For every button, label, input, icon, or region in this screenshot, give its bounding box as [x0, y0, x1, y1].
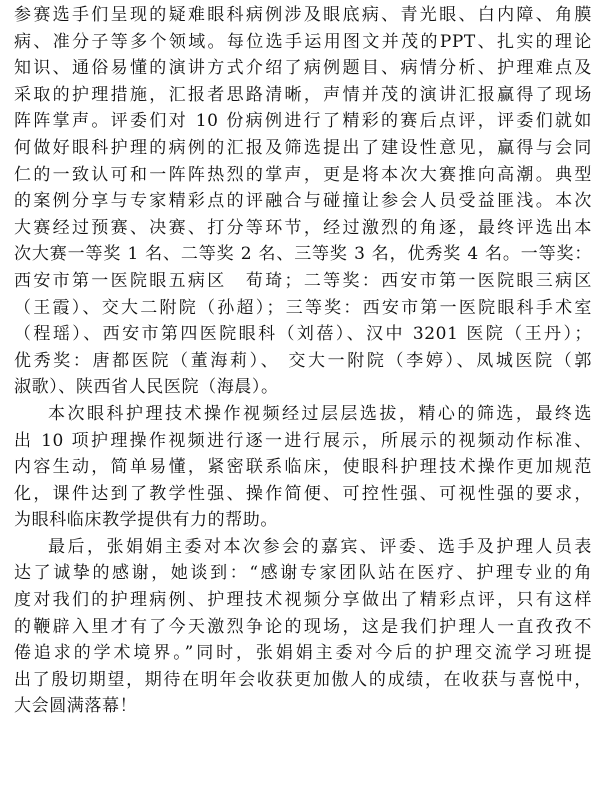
text-line: 最后，张娟娟主委对本次参会的嘉宾、评委、选手及护理人员表 [48, 536, 592, 557]
paragraph-videos [14, 401, 592, 534]
text-line: 优秀奖：唐都医院（董海莉）、 交大一附院（李婷）、凤城医院（郭 [14, 350, 592, 371]
text-line: 西安市第一医院眼五病区 荀琦；二等奖：西安市第一医院眼三病区 [14, 270, 592, 291]
text-line: 的鞭辟入里才有了今天激烈争论的现场，这是我们护理人一直孜孜不 [14, 616, 592, 637]
text-line: 化，课件达到了教学性强、操作简便、可控性强、可视性强的要求， [14, 483, 592, 504]
paragraph-closing [14, 534, 592, 720]
text-line: 病、准分子等多个领域。每位选手运用图文并茂的PPT、扎实的理论 [14, 31, 592, 52]
text-line: 知识、通俗易懂的演讲方式介绍了病例题目、病情分析、护理难点及 [14, 58, 592, 79]
text-line: 淑歌）、陕西省人民医院（海晨）。 [14, 377, 279, 398]
text-line: 达了诚挚的感谢，她谈到：“感谢专家团队站在医疗、护理专业的角 [14, 563, 592, 584]
text-line: 度对我们的护理病例、护理技术视频分享做出了精彩点评，只有这样 [14, 590, 592, 611]
text-line: 内容生动，简单易懂，紧密联系临床，使眼科护理技术操作更加规范 [14, 457, 592, 478]
text-line: 何做好眼科护理的病例的汇报及筛选提出了建设性意见，赢得与会同 [14, 137, 592, 158]
text-line: （程瑶）、西安市第四医院眼科（刘蓓）、汉中 3201 医院（王丹）； [14, 324, 592, 345]
text-line: 次大赛一等奖 1 名、二等奖 2 名、三等奖 3 名，优秀奖 4 名。一等奖： [14, 244, 592, 265]
text-line: 倦追求的学术境界。”同时，张娟娟主委对今后的护理交流学习班提 [14, 643, 592, 664]
text-line: 为眼科临床教学提供有力的帮助。 [14, 510, 278, 531]
text-line: 出 10 项护理操作视频进行逐一进行展示，所展示的视频动作标准、 [14, 430, 592, 451]
text-line: （王霞）、交大二附院（孙超）；三等奖：西安市第一医院眼科手术室 [14, 297, 592, 318]
text-line: 本次眼科护理技术操作视频经过层层选拔，精心的筛选，最终选 [48, 403, 592, 424]
text-line: 大会圆满落幕！ [14, 696, 138, 717]
paragraph-awards [14, 2, 592, 401]
text-line: 采取的护理措施，汇报者思路清晰，声情并茂的演讲汇报赢得了现场 [14, 84, 592, 105]
text-line: 参赛选手们呈现的疑难眼科病例涉及眼底病、青光眼、白内障、角膜 [14, 5, 592, 25]
text-line: 的案例分享与专家精彩点的评融合与碰撞让参会人员受益匪浅。本次 [14, 191, 592, 212]
text-line: 阵阵掌声。评委们对 10 份病例进行了精彩的赛后点评，评委们就如 [14, 111, 592, 132]
text-line: 仁的一致认可和一阵阵热烈的掌声，更是将本次大赛推向高潮。典型 [14, 164, 592, 185]
text-line: 大赛经过预赛、决赛、打分等环节，经过激烈的角逐，最终评选出本 [14, 217, 592, 238]
text-line: 出了殷切期望，期待在明年会收获更加傲人的成绩，在收获与喜悦中， [14, 669, 592, 690]
